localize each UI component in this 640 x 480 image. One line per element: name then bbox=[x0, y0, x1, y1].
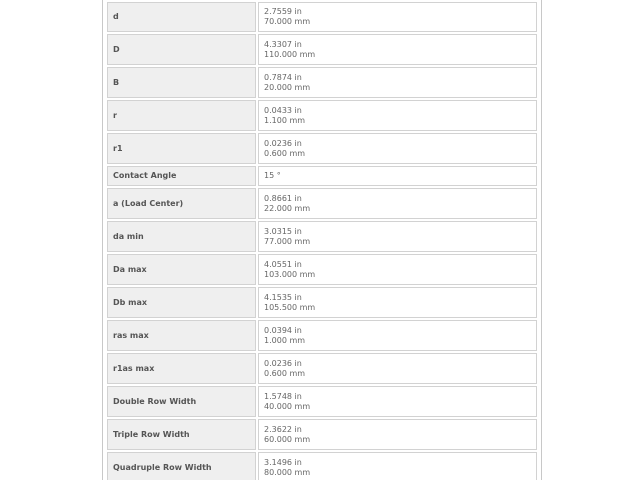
spec-row bbox=[107, 419, 537, 450]
spec-label: a (Load Center) bbox=[107, 188, 256, 219]
spec-row bbox=[107, 67, 537, 98]
spec-label: B bbox=[107, 67, 256, 98]
spec-row bbox=[107, 320, 537, 351]
spec-value-secondary: 110.000 mm bbox=[264, 49, 316, 59]
spec-value-secondary: 1.000 mm bbox=[264, 335, 306, 345]
specifications-table-body bbox=[107, 2, 537, 480]
spec-row bbox=[107, 166, 537, 186]
spec-label: Triple Row Width bbox=[107, 419, 256, 450]
spec-value bbox=[258, 188, 537, 219]
spec-value-primary: 4.1535 in bbox=[264, 292, 302, 302]
spec-value-primary: 4.0551 in bbox=[264, 259, 302, 269]
spec-value bbox=[258, 133, 537, 164]
specifications-table bbox=[105, 0, 539, 480]
spec-label: Contact Angle bbox=[107, 166, 256, 186]
spec-value bbox=[258, 221, 537, 252]
spec-row bbox=[107, 452, 537, 480]
spec-row bbox=[107, 287, 537, 318]
spec-row bbox=[107, 188, 537, 219]
spec-value bbox=[258, 254, 537, 285]
spec-value-secondary: 70.000 mm bbox=[264, 17, 311, 26]
spec-label: D bbox=[107, 34, 256, 65]
spec-row bbox=[107, 100, 537, 131]
spec-value-primary: 0.0433 in bbox=[264, 105, 302, 115]
spec-row bbox=[107, 386, 537, 417]
spec-value-secondary: 1.100 mm bbox=[264, 115, 306, 125]
spec-value-primary: 0.0394 in bbox=[264, 325, 302, 335]
spec-label: r1 bbox=[107, 133, 256, 164]
spec-value-secondary: 60.000 mm bbox=[264, 434, 311, 444]
spec-value-secondary: 103.000 mm bbox=[264, 269, 316, 279]
spec-value-secondary: 0.600 mm bbox=[264, 368, 306, 378]
spec-label: Da max bbox=[107, 254, 256, 285]
spec-label: Db max bbox=[107, 287, 256, 318]
spec-value-primary: 15 ° bbox=[264, 171, 281, 180]
spec-value-primary: 2.3622 in bbox=[264, 424, 302, 434]
spec-value-primary: 2.7559 in bbox=[264, 7, 302, 16]
spec-value-secondary: 40.000 mm bbox=[264, 401, 311, 411]
spec-value-primary: 1.5748 in bbox=[264, 391, 302, 401]
spec-label: Double Row Width bbox=[107, 386, 256, 417]
spec-value-secondary: 105.500 mm bbox=[264, 302, 316, 312]
spec-value bbox=[258, 34, 537, 65]
spec-label: Quadruple Row Width bbox=[107, 452, 256, 480]
spec-value-primary: 4.3307 in bbox=[264, 39, 302, 49]
spec-value-primary: 3.0315 in bbox=[264, 226, 302, 236]
spec-value-secondary: 20.000 mm bbox=[264, 82, 311, 92]
spec-value-primary: 0.8661 in bbox=[264, 193, 302, 203]
spec-value-primary: 0.0236 in bbox=[264, 358, 302, 368]
spec-value-primary: 0.7874 in bbox=[264, 72, 302, 82]
spec-value bbox=[258, 166, 537, 186]
spec-value-secondary: 0.600 mm bbox=[264, 148, 306, 158]
spec-row bbox=[107, 221, 537, 252]
spec-label: d bbox=[107, 2, 256, 32]
spec-value bbox=[258, 386, 537, 417]
spec-label: r bbox=[107, 100, 256, 131]
spec-value bbox=[258, 353, 537, 384]
spec-value bbox=[258, 2, 537, 32]
spec-value-primary: 3.1496 in bbox=[264, 457, 302, 467]
spec-row bbox=[107, 34, 537, 65]
spec-value-secondary: 80.000 mm bbox=[264, 467, 311, 477]
spec-label: ras max bbox=[107, 320, 256, 351]
spec-value bbox=[258, 419, 537, 450]
spec-value-secondary: 22.000 mm bbox=[264, 203, 311, 213]
spec-value bbox=[258, 320, 537, 351]
spec-value bbox=[258, 67, 537, 98]
spec-row bbox=[107, 353, 537, 384]
spec-value bbox=[258, 287, 537, 318]
spec-row bbox=[107, 133, 537, 164]
spec-value bbox=[258, 100, 537, 131]
spec-value-primary: 0.0236 in bbox=[264, 138, 302, 148]
spec-row bbox=[107, 254, 537, 285]
spec-value bbox=[258, 452, 537, 480]
spec-row bbox=[107, 2, 537, 32]
spec-label: r1as max bbox=[107, 353, 256, 384]
spec-label: da min bbox=[107, 221, 256, 252]
spec-value-secondary: 77.000 mm bbox=[264, 236, 311, 246]
